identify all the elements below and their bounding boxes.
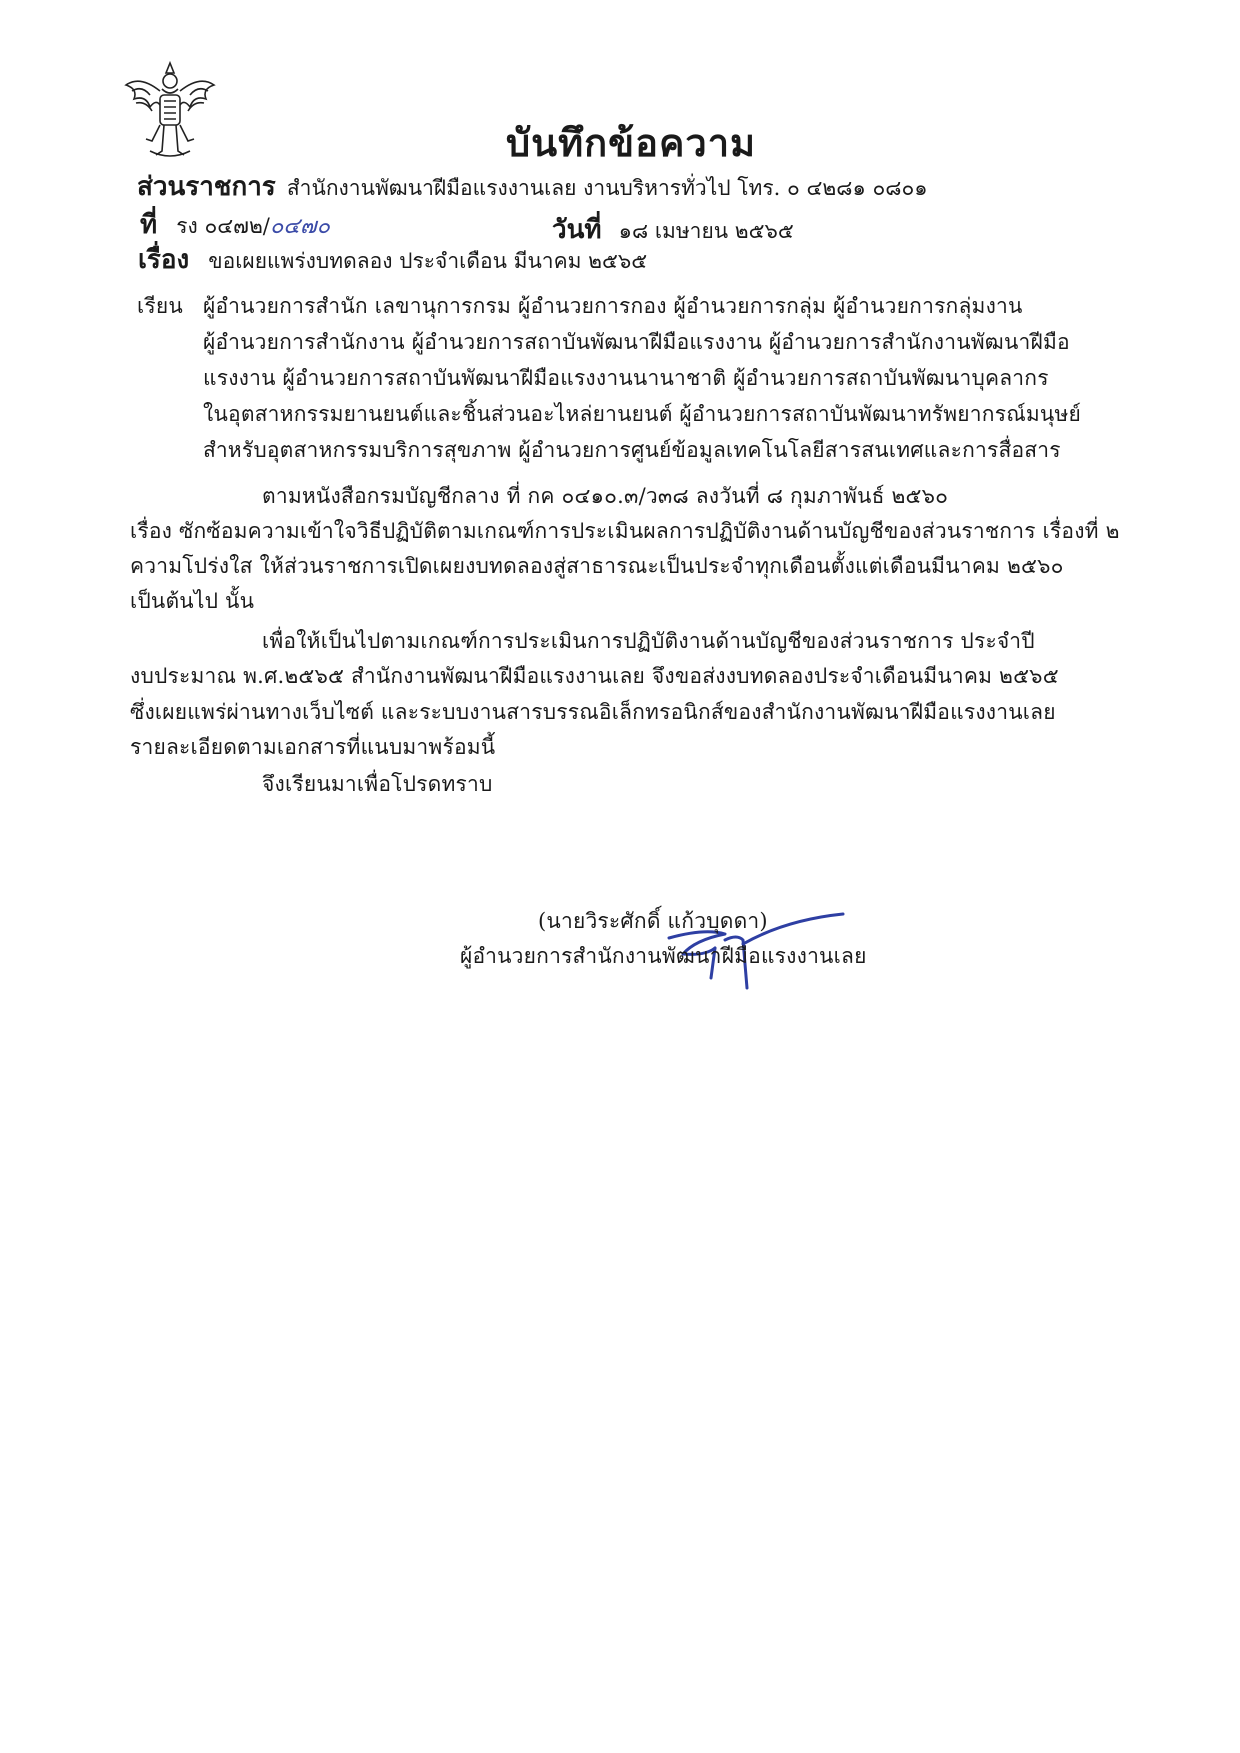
date-label: วันที่ xyxy=(552,215,602,245)
paragraph2-line: ซึ่งเผยแพร่ผ่านทางเว็บไซต์ และระบบงานสารบรรณอิเล็กทรอนิกส์ของสำนักงานพัฒนาฝีมือแรงงานเลย xyxy=(130,700,1056,724)
subject-value: ขอเผยแพร่งบทดลอง ประจำเดือน มีนาคม ๒๕๖๕ xyxy=(208,249,648,273)
closing-text: จึงเรียนมาเพื่อโปรดทราบ xyxy=(262,772,493,796)
agency-value: สำนักงานพัฒนาฝีมือแรงงานเลย งานบริหารทั่วไป โทร. ๐ ๔๒๘๑ ๐๘๐๑ xyxy=(286,176,928,200)
date-value: ๑๘ เมษายน ๒๕๖๕ xyxy=(618,219,794,243)
recipient-line: ในอุตสาหกรรมยานยนต์และชิ้นส่วนอะไหล่ยานยนต์ ผู้อำนวยการสถาบันพัฒนาทรัพยากรณ์มนุษย์ xyxy=(203,402,1082,426)
subject-label: เรื่อง xyxy=(138,245,190,275)
memo-title: บันทึกข้อความ xyxy=(506,120,757,165)
recipient-line: ผู้อำนวยการสำนัก เลขานุการกรม ผู้อำนวยการกอง ผู้อำนวยการกลุ่ม ผู้อำนวยการกลุ่มงาน xyxy=(203,294,1023,318)
paragraph1-line: ตามหนังสือกรมบัญชีกลาง ที่ กค ๐๔๑๐.๓/ว๓๘ ลงวันที่ ๘ กุมภาพันธ์ ๒๕๖๐ xyxy=(262,484,949,508)
paragraph1-line: เรื่อง ซักซ้อมความเข้าใจวิธีปฏิบัติตามเกณฑ์การประเมินผลการปฏิบัติงานด้านบัญชีของส่วนราชการ เรื่องที่ ๒ xyxy=(130,519,1120,543)
signatory-position: ผู้อำนวยการสำนักงานพัฒนาฝีมือแรงงานเลย xyxy=(460,944,867,968)
agency-row xyxy=(137,166,928,207)
paragraph1-line: ความโปร่งใส ให้ส่วนราชการเปิดเผยงบทดลองสู่สาธารณะเป็นประจำทุกเดือนตั้งแต่เดือนมีนาคม ๒๕๖๐ xyxy=(130,554,1064,578)
recipient-label: เรียน xyxy=(137,294,183,318)
paragraph2-line: รายละเอียดตามเอกสารที่แนบมาพร้อมนี้ xyxy=(130,735,496,759)
paragraph2-line: งบประมาณ พ.ศ.๒๕๖๕ สำนักงานพัฒนาฝีมือแรงงานเลย จึงขอส่งงบทดลองประจำเดือนมีนาคม ๒๕๖๕ xyxy=(130,664,1059,688)
reference-handwritten-number: ๐๔๗๐ xyxy=(269,214,330,239)
recipient-line: ผู้อำนวยการสำนักงาน ผู้อำนวยการสถาบันพัฒนาฝีมือแรงงาน ผู้อำนวยการสำนักงานพัฒนาฝีมือ xyxy=(203,330,1070,354)
recipient-line: แรงงาน ผู้อำนวยการสถาบันพัฒนาฝีมือแรงงานนานาชาติ ผู้อำนวยการสถาบันพัฒนาบุคลากร xyxy=(203,366,1049,390)
recipient-line: สำหรับอุตสาหกรรมบริการสุขภาพ ผู้อำนวยการศูนย์ข้อมูลเทคโนโลยีสารสนเทศและการสื่อสาร xyxy=(203,438,1061,462)
signatory-name: (นายวิระศักดิ์ แก้วบุดดา) xyxy=(538,909,768,933)
subject-row xyxy=(138,239,647,280)
paragraph1-line: เป็นต้นไป นั้น xyxy=(130,589,255,613)
reference-label: ที่ xyxy=(140,210,158,240)
agency-label: ส่วนราชการ xyxy=(137,172,276,202)
reference-value: รง ๐๔๗๒/ xyxy=(176,214,270,238)
garuda-emblem-icon xyxy=(120,55,220,165)
paragraph2-line: เพื่อให้เป็นไปตามเกณฑ์การประเมินการปฏิบัติงานด้านบัญชีของส่วนราชการ ประจำปี xyxy=(262,629,1035,653)
